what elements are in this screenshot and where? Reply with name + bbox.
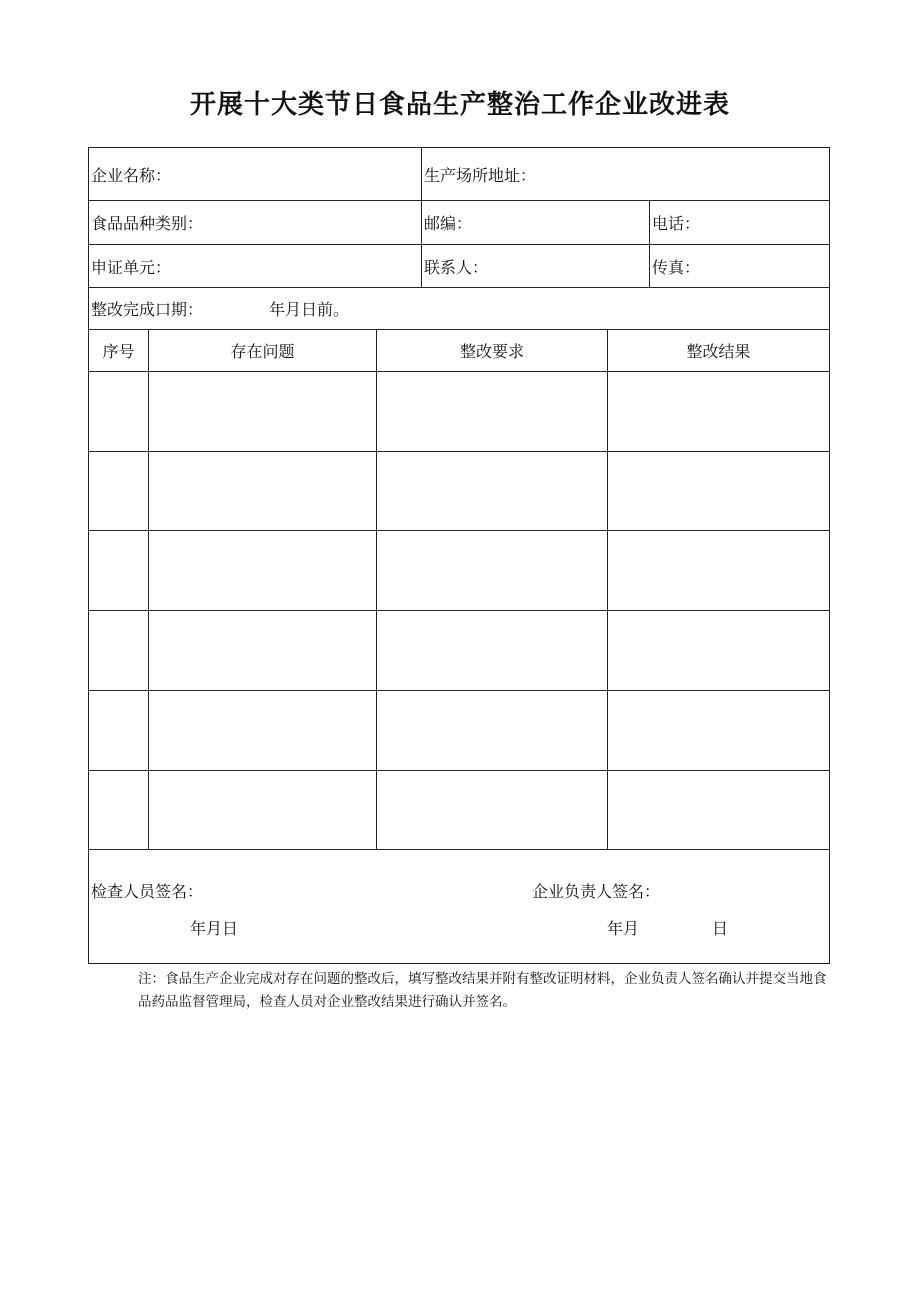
table-row <box>89 372 829 452</box>
table-row <box>89 452 829 531</box>
cell-requirement[interactable] <box>376 771 607 849</box>
phone-label: 电话： <box>652 214 701 233</box>
rectification-form <box>88 147 830 964</box>
cert-unit-field[interactable] <box>89 245 421 287</box>
deadline-label: 整改完成口期： <box>91 300 204 319</box>
cell-problem[interactable] <box>148 452 376 530</box>
deadline-field[interactable] <box>89 288 829 329</box>
cell-problem[interactable] <box>148 771 376 849</box>
postcode-label: 邮编： <box>424 214 473 233</box>
cell-result[interactable] <box>607 691 829 770</box>
contact-label: 联系人： <box>424 257 489 277</box>
inspector-signature-label[interactable]: 检查人员签名： <box>91 882 204 901</box>
cell-result[interactable] <box>607 771 829 849</box>
table-row <box>89 611 829 691</box>
cell-index[interactable] <box>89 531 148 610</box>
header-index: 序号 <box>102 342 135 361</box>
table-row <box>89 691 829 771</box>
address-field[interactable] <box>421 148 829 200</box>
header-problem: 存在问题 <box>148 330 376 371</box>
row-cert <box>89 245 829 288</box>
table-header <box>89 330 829 372</box>
manager-signature-label[interactable]: 企业负责人签名： <box>532 882 661 901</box>
cell-requirement[interactable] <box>376 691 607 770</box>
cell-result[interactable] <box>607 531 829 610</box>
cell-requirement[interactable] <box>376 531 607 610</box>
page-title: 开展十大类节日食品生产整治工作企业改进表 <box>189 90 730 120</box>
cell-problem[interactable] <box>148 372 376 451</box>
deadline-suffix: 年月日前。 <box>269 300 350 319</box>
cell-requirement[interactable] <box>376 372 607 451</box>
cell-result[interactable] <box>607 452 829 530</box>
company-name-field[interactable] <box>89 148 421 200</box>
cell-problem[interactable] <box>148 611 376 690</box>
food-category-field[interactable] <box>89 201 421 244</box>
table-row <box>89 531 829 611</box>
contact-field[interactable] <box>421 245 649 287</box>
cell-index[interactable] <box>89 611 148 690</box>
footnote: 注：食品生产企业完成对存在问题的整改后，填写整改结果并附有整改证明材料，企业负责人签名确认并提交当地食品药品监督管理局，检查人员对企业整改结果进行确认并签名。 <box>138 971 827 1010</box>
cell-index[interactable] <box>89 691 148 770</box>
cell-requirement[interactable] <box>376 611 607 690</box>
company-name-label: 企业名称： <box>91 165 172 185</box>
row-deadline <box>89 288 829 330</box>
cell-index[interactable] <box>89 771 148 849</box>
manager-signature-date-day: 日 <box>712 919 729 938</box>
row-company <box>89 148 829 201</box>
cell-index[interactable] <box>89 452 148 530</box>
inspector-signature-date: 年月日 <box>190 919 239 938</box>
row-category <box>89 201 829 245</box>
cell-index[interactable] <box>89 372 148 451</box>
cell-result[interactable] <box>607 372 829 451</box>
postcode-field[interactable] <box>421 201 649 244</box>
fax-field[interactable] <box>649 245 829 287</box>
manager-signature-date-ym: 年月 <box>607 919 640 938</box>
header-result: 整改结果 <box>607 330 829 371</box>
cell-result[interactable] <box>607 611 829 690</box>
address-label: 生产场所地址： <box>424 165 537 185</box>
fax-label: 传真： <box>652 257 701 277</box>
cell-problem[interactable] <box>148 531 376 610</box>
table-row <box>89 771 829 850</box>
cell-problem[interactable] <box>148 691 376 770</box>
cell-requirement[interactable] <box>376 452 607 530</box>
cert-unit-label: 申证单元： <box>91 257 172 277</box>
food-category-label: 食品品种类别： <box>91 214 204 233</box>
header-requirement: 整改要求 <box>376 330 607 371</box>
phone-field[interactable] <box>649 201 829 244</box>
